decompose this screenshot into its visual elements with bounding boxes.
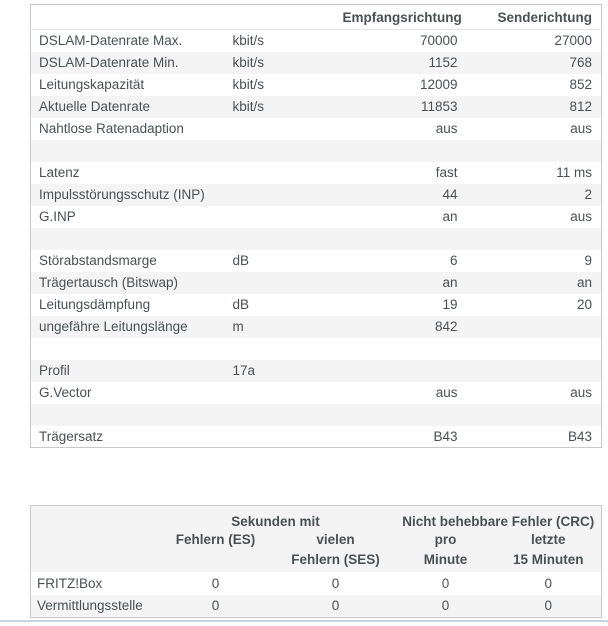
subheader-line: vielen [316,531,355,547]
table-row [31,360,602,382]
subheader-line: Fehlern (ES) [175,531,256,547]
table-row-spacer [31,404,602,426]
dsl-stats-table [30,4,602,448]
error-group-header-row [31,506,602,530]
row-value-receive [343,404,461,426]
table-row [31,162,602,184]
subheader-line: 15 Minuten [513,551,584,567]
row-value-receive [343,338,461,360]
row-value-send: 11 ms [556,165,592,180]
row-label: Aktuelle Datenrate [39,99,151,114]
row-value-receive: aus [435,385,458,400]
group-header-seconds-with: Sekunden mit [231,513,320,529]
table-row [31,316,602,338]
row-unit: 17a [232,363,256,378]
row-label: Leitungsdämpfung [39,297,151,312]
row-value-receive: 12009 [419,77,458,92]
row-label: Profil [39,363,70,378]
table-row [31,52,602,74]
row-value-send: 768 [569,55,592,70]
row-value-per-minute: 0 [441,598,450,614]
row-value-send: 852 [569,77,592,92]
row-label: ungefähre Leitungslänge [39,319,188,334]
row-value-last15: 0 [544,598,553,614]
table-row [31,96,602,118]
row-value-receive: an [442,275,458,290]
row-unit [231,426,343,448]
group-header-crc-errors: Nicht behebbare Fehler (CRC) [402,513,595,529]
row-value-last15: 0 [544,575,553,591]
row-value-send [461,338,602,360]
row-value-send: 27000 [554,33,592,49]
row-value-receive: 1152 [428,55,458,70]
row-label: G.INP [39,209,76,224]
row-unit: kbit/s [232,99,265,114]
row-label: Trägertausch (Bitswap) [39,275,179,290]
row-label: Nahtlose Ratenadaption [39,121,184,136]
row-label [31,140,231,162]
row-label: DSLAM-Datenrate Min. [39,55,179,70]
table-row [31,272,602,294]
row-value-receive: 19 [442,297,458,312]
table-row [31,250,602,272]
table-row-spacer [31,228,602,250]
subheader-severely-errored-seconds [276,530,396,572]
row-unit: dB [232,297,250,312]
row-unit [231,184,343,206]
row-value-receive: B43 [433,428,458,444]
row-value-send: 20 [576,297,592,312]
row-value-receive: 11853 [420,99,458,114]
table-row [31,118,602,140]
row-unit: kbit/s [232,33,265,49]
row-value-es: 0 [211,575,220,591]
subheader-line: letzte [531,531,566,547]
row-value-send: aus [570,209,592,224]
subheader-line: Minute [423,551,468,567]
row-label [31,338,231,360]
row-label: Latenz [39,165,80,180]
row-value-send [461,404,602,426]
row-label: DSLAM-Datenrate Max. [39,33,183,49]
header-spacer [31,530,156,572]
row-unit [231,206,343,228]
error-sub-header-row [31,530,602,572]
row-label: Vermittlungsstelle [37,598,143,614]
header-receive-direction: Empfangsrichtung [343,5,461,30]
table-row-fritzbox [31,572,602,595]
row-value-receive: aus [435,121,458,136]
row-value-receive [343,228,461,250]
row-value-receive: an [442,209,458,224]
row-value-receive: 6 [449,253,458,268]
error-counter-table [30,505,602,618]
row-value-per-minute: 0 [441,575,450,591]
row-unit: dB [232,253,250,268]
row-value-send: 9 [584,253,592,268]
row-value-receive [343,360,461,382]
row-value-receive [343,140,461,162]
row-unit [231,118,343,140]
row-value-send [461,228,602,250]
row-value-send [461,140,602,162]
row-unit [231,140,343,162]
table-row-spacer [31,338,602,360]
dsl-header-row [31,5,602,30]
subheader-line: pro [434,531,457,547]
row-unit: m [232,319,244,334]
table-row-exchange [31,595,602,618]
table-row [31,206,602,228]
row-unit [231,162,343,184]
row-label: Störabstandsmarge [39,253,157,268]
row-value-send: 812 [569,99,592,114]
row-unit [231,382,343,404]
row-label [31,404,231,426]
row-label [31,228,231,250]
table-row [31,382,602,404]
row-unit [231,338,343,360]
row-unit [231,228,343,250]
row-value-es: 0 [211,598,220,614]
header-spacer [31,5,231,30]
row-value-send: B43 [567,428,592,444]
section-divider [0,620,608,622]
row-value-receive: 44 [442,187,458,202]
row-unit [231,404,343,426]
row-value-send [461,360,602,382]
subheader-line: Fehlern (SES) [291,551,380,567]
row-value-send: 2 [584,187,592,202]
header-spacer [231,5,343,30]
row-value-ses: 0 [331,575,340,591]
table-row [31,294,602,316]
row-value-send: aus [570,385,592,400]
row-value-send [461,316,602,338]
row-label: Leitungskapazität [39,77,145,92]
row-label: G.Vector [39,385,92,400]
row-value-send: aus [570,121,592,136]
table-row [31,426,602,448]
row-label: Impulsstörungsschutz (INP) [39,187,205,202]
table-row [31,30,602,52]
header-spacer [31,506,156,530]
table-row-spacer [31,140,602,162]
row-value-receive: 70000 [419,33,458,49]
row-unit: kbit/s [232,55,265,70]
subheader-per-minute [396,530,496,572]
table-row [31,74,602,96]
header-send-direction: Senderichtung [461,5,602,30]
row-unit [231,272,343,294]
row-label: Trägersatz [39,428,104,444]
row-unit: kbit/s [232,77,265,92]
row-value-ses: 0 [331,598,340,614]
row-value-receive: fast [435,165,458,180]
row-label: FRITZ!Box [37,575,103,591]
subheader-errored-seconds [156,530,276,572]
subheader-last-15-minutes [496,530,602,572]
row-value-send: an [576,275,592,290]
table-row [31,184,602,206]
row-value-receive: 842 [434,319,458,334]
